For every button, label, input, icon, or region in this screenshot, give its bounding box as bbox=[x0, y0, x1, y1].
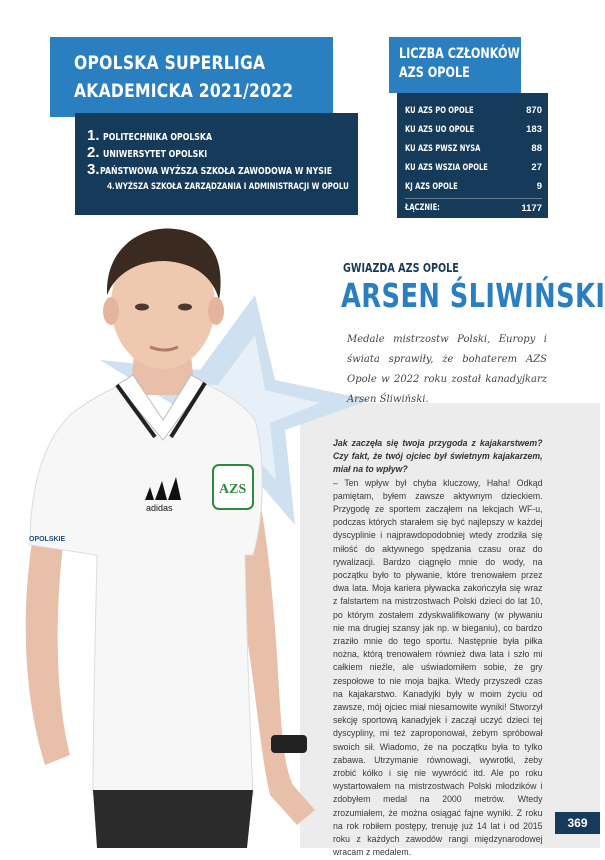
total-value: 1177 bbox=[521, 202, 542, 214]
club-name: KU AZS PO OPOLE bbox=[405, 105, 474, 116]
members-title-line1: LICZBA CZŁONKÓW bbox=[399, 46, 520, 62]
members-title-line2: AZS OPOLE bbox=[399, 65, 470, 81]
member-count: 9 bbox=[536, 181, 542, 192]
feature-label: GWIAZDA AZS OPOLE bbox=[343, 261, 459, 275]
member-count: 870 bbox=[526, 105, 542, 116]
adidas-text: adidas bbox=[146, 503, 173, 513]
ranking-item bbox=[87, 161, 358, 178]
ranking-item bbox=[87, 144, 358, 161]
table-row bbox=[405, 101, 542, 120]
athlete-name: ARSEN ŚLIWIŃSKI bbox=[341, 276, 605, 315]
ranking-item bbox=[87, 127, 358, 144]
superliga-ranking bbox=[75, 113, 358, 215]
ranking-number: 2. bbox=[87, 144, 100, 161]
table-row bbox=[405, 120, 542, 139]
total-row bbox=[405, 198, 542, 217]
sponsor-text: OPOLSKIE bbox=[29, 536, 66, 543]
total-label: ŁĄCZNIE: bbox=[405, 203, 440, 213]
ranking-label: PAŃSTWOWA WYŻSZA SZKOŁA ZAWODOWA W NYSIE bbox=[99, 166, 332, 177]
club-name: KU AZS UO OPOLE bbox=[405, 124, 475, 135]
ranking-label: UNIWERSYTET OPOLSKI bbox=[103, 149, 208, 160]
ranking-label: POLITECHNIKA OPOLSKA bbox=[103, 132, 213, 143]
table-row bbox=[405, 158, 542, 177]
ranking-label: WYŻSZA SZKOŁA ZARZĄDZANIA I ADMINISTRACJI W OPOLU bbox=[114, 182, 349, 192]
athlete-photo bbox=[15, 225, 335, 848]
superliga-title-line2: AKADEMICKA 2021/2022 bbox=[74, 80, 294, 102]
page-number: 369 bbox=[555, 812, 600, 834]
ranking-item bbox=[87, 181, 358, 198]
ranking-number: 1. bbox=[87, 127, 100, 144]
member-count: 183 bbox=[526, 124, 542, 135]
ranking-number: 3. bbox=[87, 161, 100, 178]
interview-question: Jak zaczęła się twoja przygoda z kajakarstwem? Czy fakt, że twój ojciec był świetnym kajakarzem, miał na to wpływ? bbox=[333, 438, 543, 475]
feature-intro: Medale mistrzostw Polski, Europy i świata sprawiły, że bohaterem AZS Opole w 2022 roku został kanadyjkarz Arsen Śliwiński. bbox=[347, 334, 547, 405]
ranking-number: 4. bbox=[107, 181, 115, 191]
club-name: KU AZS WSZIA OPOLE bbox=[405, 162, 488, 173]
interview-text bbox=[333, 437, 543, 860]
members-table bbox=[397, 93, 548, 218]
azs-logo-text: AZS bbox=[219, 482, 247, 497]
member-count: 27 bbox=[531, 162, 542, 173]
superliga-title-line1: OPOLSKA SUPERLIGA bbox=[74, 52, 266, 74]
members-header bbox=[389, 37, 521, 93]
table-row bbox=[405, 139, 542, 158]
member-count: 88 bbox=[531, 143, 542, 154]
interview-answer: – Ten wpływ był chyba kluczowy, Haha! Odkąd pamiętam, byłem zawsze aktywnym dzieckiem. Przygodę ze sportem zacząłem na lekcjach WF-u, podczas których starałem się być najlepszy w każdej dyscyplinie i najprawdopodobniej wtedy zrodziła się miłość do aktywnego spędzania czasu oraz do rywalizacji. Bardzo ciągnęło mnie do wody, na początku było to pływanie, które trenowałem przez dwa lata. Moja kariera pływacka zakończyła się wraz z falstartem na mistrzostwach Polski dzieci do lat 10, po którym zostałem zdyskwalifikowany (w pływaniu nie ma drugiej szansy jak np. w bieganiu), co bardzo zraziło mnie do tego sportu. Następnie była piłka nożna, którą trenowałem również dwa lata i szło mi całkiem nieźle, ale uświadomiłem sobie, że gry zespołowe to nie moja bajka. Wtedy przyszedł czas na kajakarstwo. Kanadyjki były w moim życiu od zawsze, mój ojciec miał niesamowite wyniki! Stworzył sekcję sportową kanadyjek i zaczął uczyć dzieci tej dyscypliny, mi też zaproponował, żebym spróbował swoich sił. Wiadomo, że na początku była to tylko zabawa. Utrzymanie równowagi, wywrotki, żeby zrobić kółko i się nie wywrócić itd. Ale po roku wystartowałem na mistrzostwach Polski młodzików i zdobyłem medal na 2000 metrów. Wtedy zrozumiałem, że można osiągać fajne wyniki. Z roku na rok robiłem postępy, trenuję już 14 lat i od 2015 roku z każdych zawodów rangi międzynarodowej wracam z medalem. bbox=[333, 477, 543, 858]
superliga-header bbox=[50, 37, 333, 117]
table-row bbox=[405, 177, 542, 196]
club-name: KU AZS PWSZ NYSA bbox=[405, 143, 481, 154]
club-name: KJ AZS OPOLE bbox=[405, 181, 458, 192]
